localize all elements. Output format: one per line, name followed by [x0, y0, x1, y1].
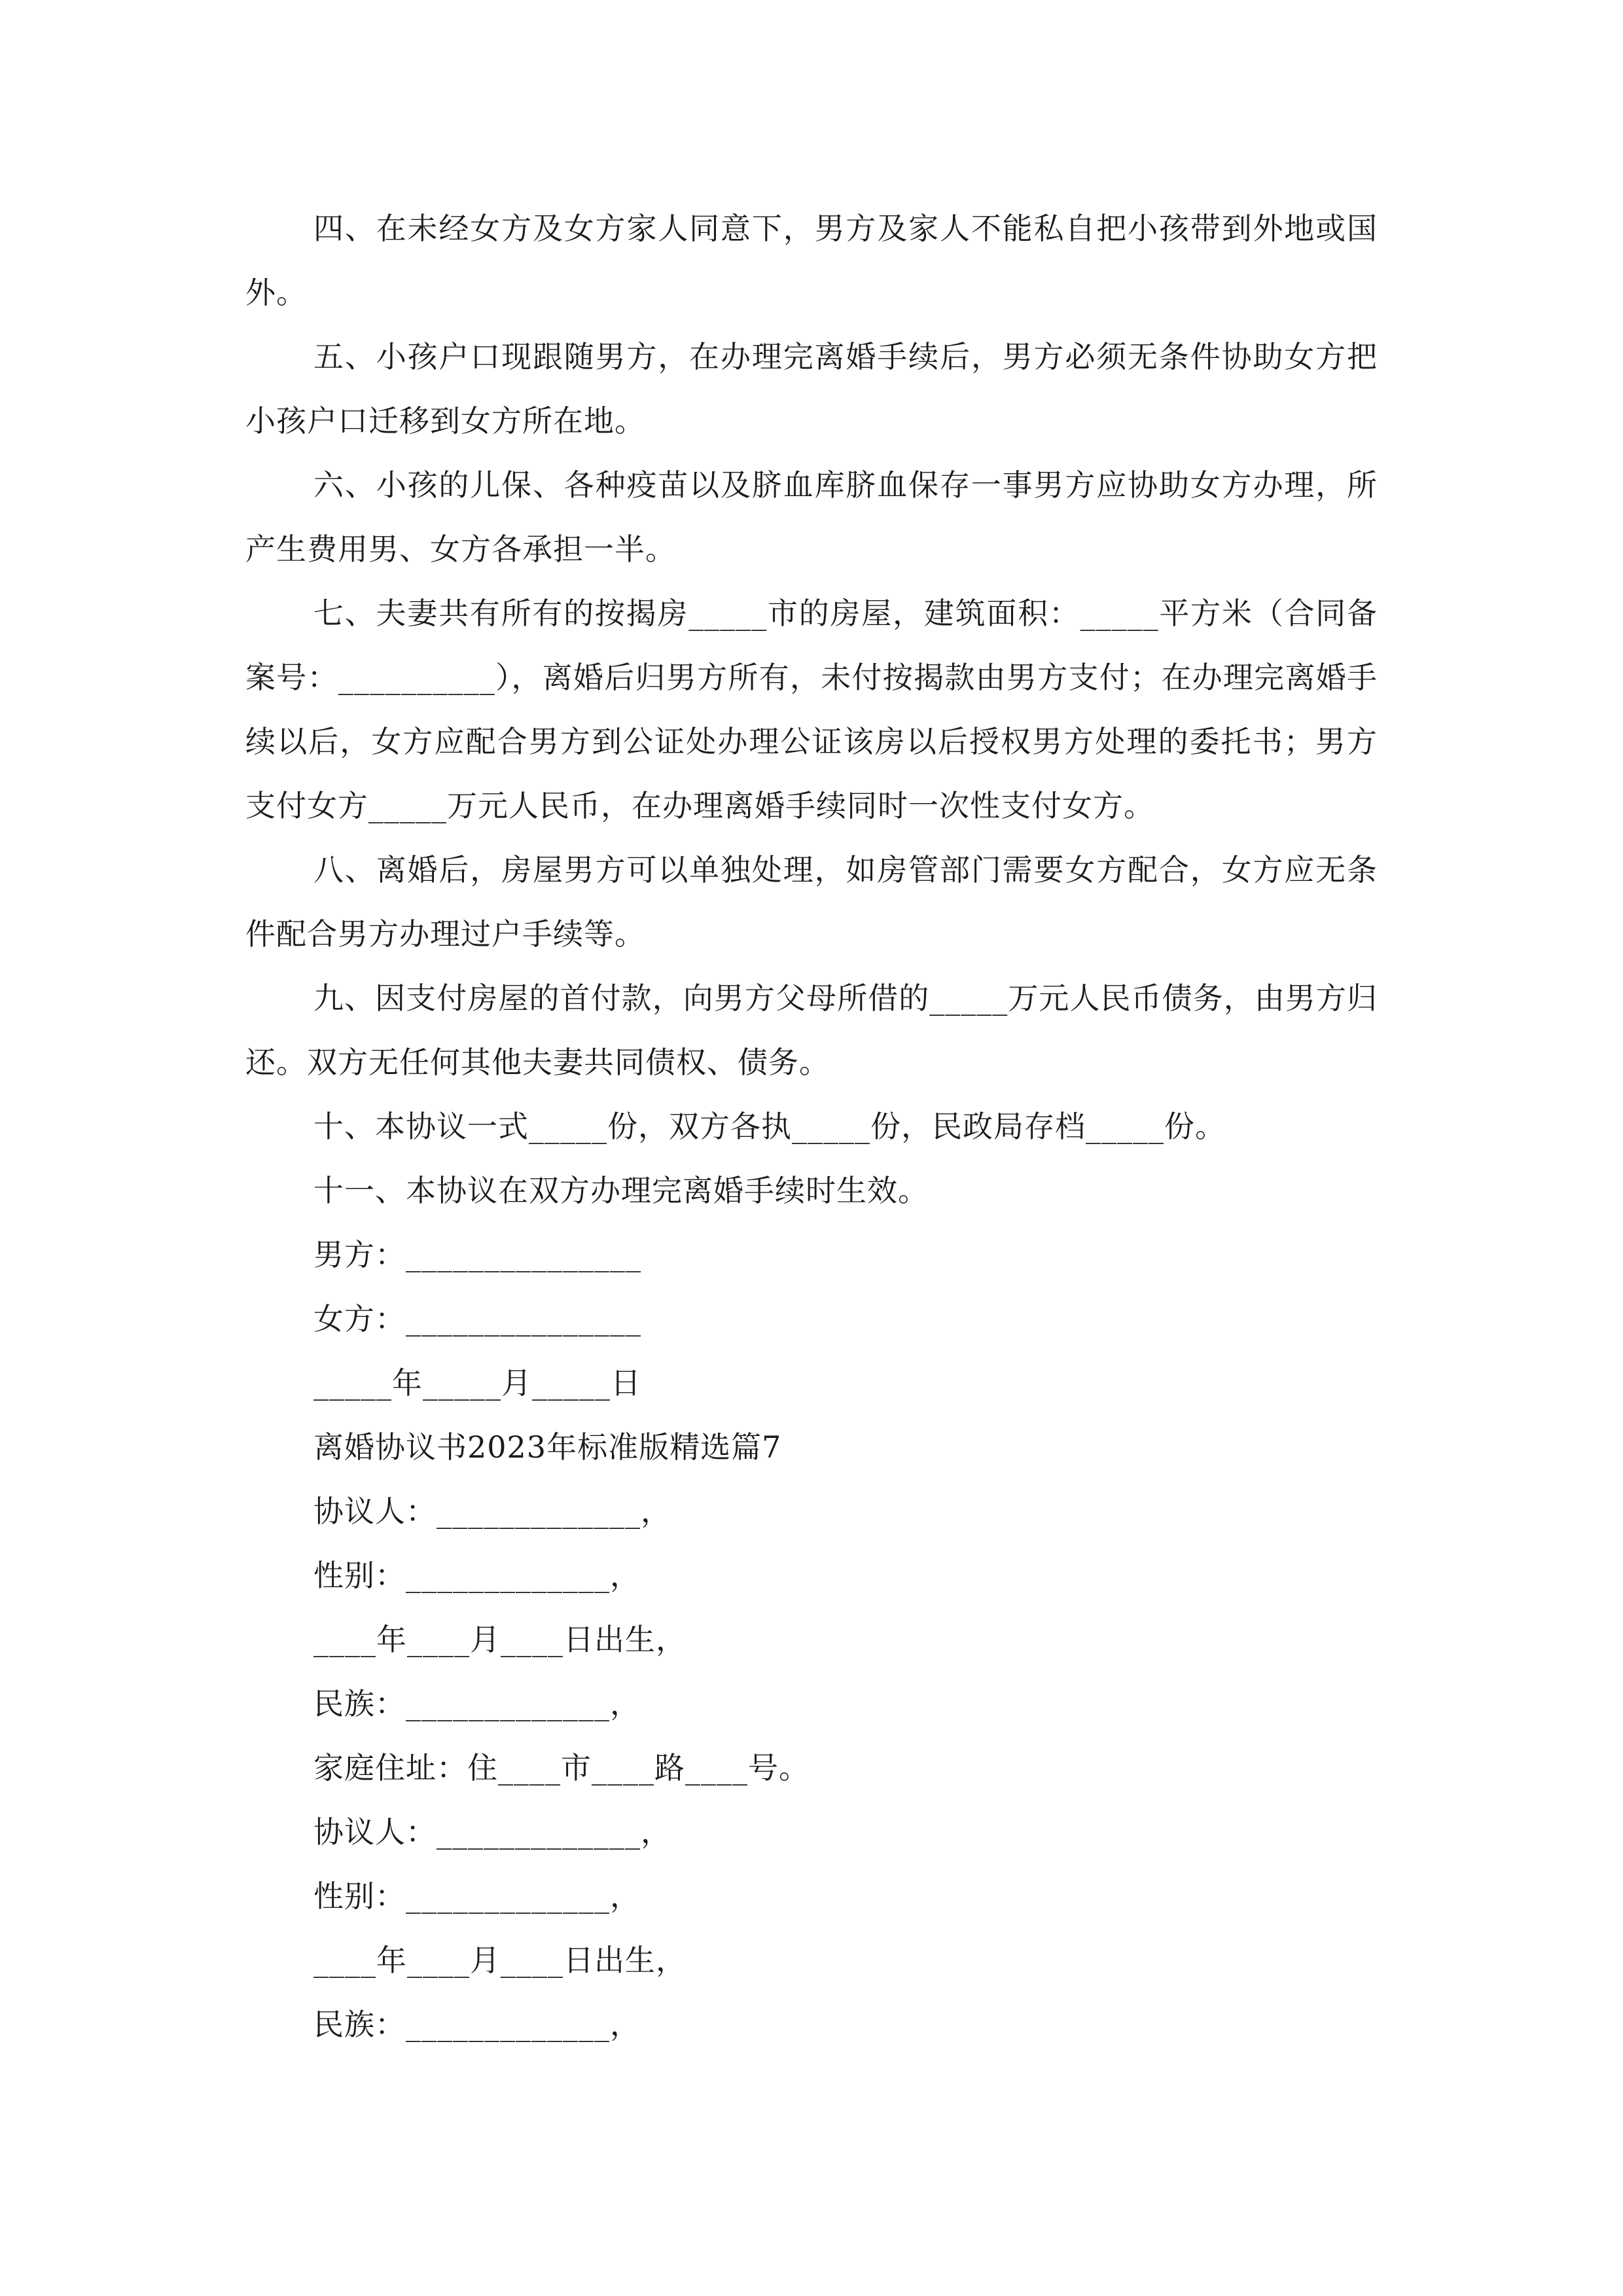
- party1-address: 家庭住址：住____市____路____号。: [313, 1750, 810, 1785]
- party1-name: 协议人：_____________，: [313, 1494, 671, 1529]
- clause-9: 九、因支付房屋的首付款，向男方父母所借的_____万元人民币债务，由男方归还。双方无任何其他夫妻共同债权、债务。: [245, 980, 1378, 1080]
- clause-6: 六、小孩的儿保、各种疫苗以及脐血库脐血保存一事男方应协助女方办理，所产生费用男、女方各承担一半。: [245, 467, 1378, 567]
- signature-female: 女方：_______________: [313, 1301, 641, 1336]
- section-title: 离婚协议书2023年标准版精选篇7: [313, 1429, 782, 1465]
- party1-ethnicity: 民族：_____________，: [313, 1686, 641, 1721]
- clause-11: 十一、本协议在双方办理完离婚手续时生效。: [313, 1173, 929, 1208]
- clause-5: 五、小孩户口现跟随男方，在办理完离婚手续后，男方必须无条件协助女方把小孩户口迁移到女方所在地。: [245, 339, 1378, 439]
- party2-name: 协议人：_____________，: [313, 1814, 671, 1850]
- signature-male: 男方：_______________: [313, 1237, 641, 1272]
- clause-10: 十、本协议一式_____份，双方各执_____份，民政局存档_____份。: [313, 1109, 1226, 1144]
- signature-date: _____年_____月_____日: [313, 1365, 641, 1401]
- party1-gender: 性别：_____________，: [313, 1558, 641, 1593]
- document-body: [245, 196, 1378, 2056]
- clause-7: 七、夫妻共有所有的按揭房_____市的房屋，建筑面积：_____平方米（合同备案号：__________），离婚后归男方所有，未付按揭款由男方支付；在办理完离婚手续以后，女方应配合男方到公证处办理公证该房以后授权男方处理的委托书；男方支付女方_____万元人民币，在办理离婚手续同时一次性支付女方。: [245, 596, 1378, 823]
- clause-8: 八、离婚后，房屋男方可以单独处理，如房管部门需要女方配合，女方应无条件配合男方办理过户手续等。: [245, 852, 1378, 952]
- party2-birthdate: ____年____月____日出生，: [313, 1943, 687, 1978]
- party1-birthdate: ____年____月____日出生，: [313, 1622, 687, 1657]
- clause-4: 四、在未经女方及女方家人同意下，男方及家人不能私自把小孩带到外地或国外。: [245, 211, 1378, 310]
- party2-gender: 性别：_____________，: [313, 1878, 641, 1914]
- party2-ethnicity: 民族：_____________，: [313, 2007, 641, 2042]
